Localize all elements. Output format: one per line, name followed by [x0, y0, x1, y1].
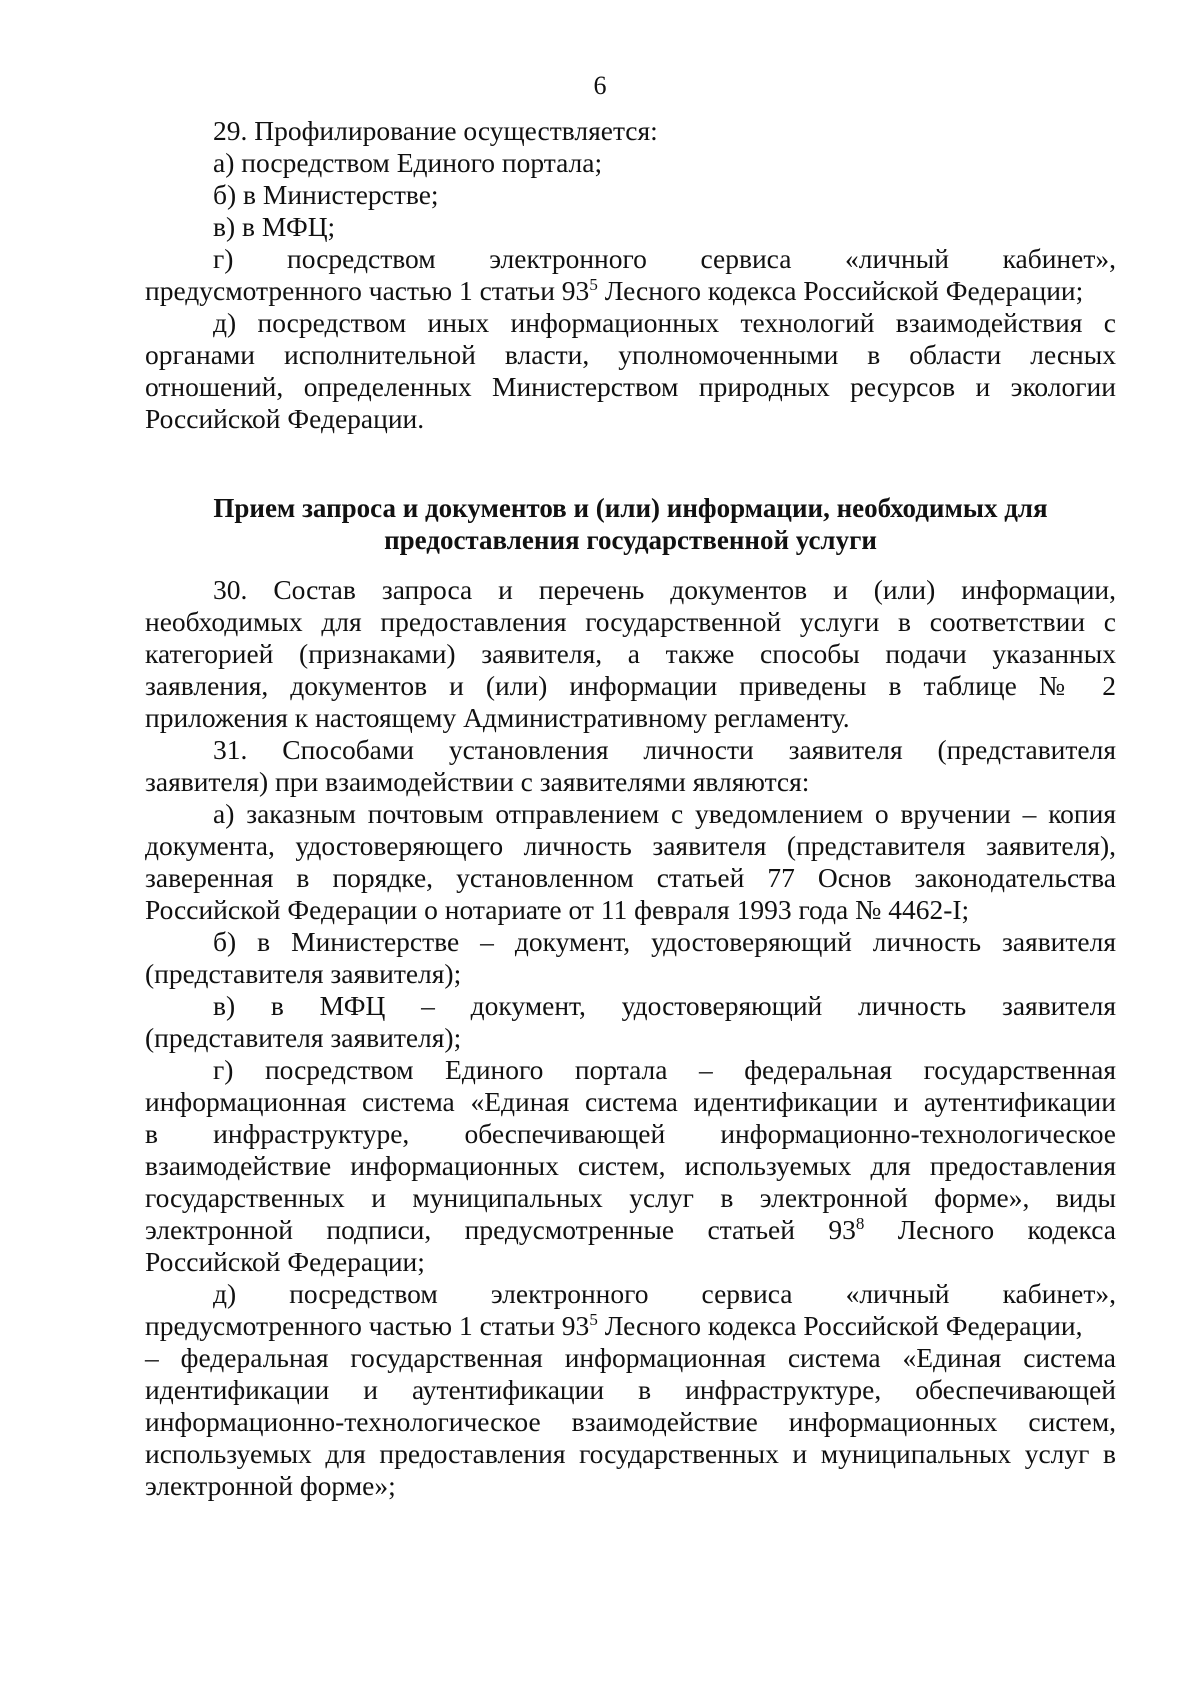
paragraph-29 [145, 115, 1116, 435]
text-line: приложения к настоящему Административному регламенту. [145, 702, 850, 733]
spacer [145, 556, 1116, 574]
text-line: б) в Министерстве; [213, 179, 439, 210]
paragraph-30 [145, 574, 1116, 734]
text-line [145, 275, 1116, 307]
heading-line: Прием запроса и документов и (или) информации, необходимых для [213, 493, 1048, 523]
text-line: а) посредством Единого портала; [213, 147, 603, 178]
text-line: б) в Министерстве – документ, удостоверяющий личность заявителя [213, 926, 1116, 957]
text-line: взаимодействие информационных систем, используемых для предоставления [145, 1150, 1116, 1181]
heading-line: предоставления государственной услуги [384, 525, 877, 555]
text-line: а) заказным почтовым отправлением с уведомлением о вручении – копия [213, 798, 1116, 829]
text-line: заверенная в порядке, установленном статьей 77 Основ законодательства [145, 862, 1116, 893]
page-number: 6 [593, 71, 607, 100]
superscript: 5 [589, 1310, 598, 1329]
superscript: 5 [589, 275, 598, 294]
text-line: информационная система «Единая система идентификации и аутентификации [145, 1086, 1116, 1117]
text-line: документа, удостоверяющего личность заявителя (представителя заявителя), [145, 830, 1116, 861]
text-line: необходимых для предоставления государственной услуги в соответствии с [145, 606, 1116, 637]
text-line: электронной форме»; [145, 1470, 396, 1501]
text-line: органами исполнительной власти, уполномоченными в области лесных [145, 339, 1116, 370]
text-line: используемых для предоставления государственных и муниципальных услуг в [145, 1438, 1116, 1469]
text-run: Лесного кодекса Российской Федерации, [597, 1310, 1083, 1341]
text-line: Российской Федерации. [145, 403, 425, 434]
text-line: 31. Способами установления личности заявителя (представителя [213, 734, 1116, 765]
text-line: государственных и муниципальных услуг в электронной форме», виды [145, 1182, 1116, 1213]
text-line: д) посредством электронного сервиса «личный кабинет», [213, 1278, 1116, 1309]
text-line: Российской Федерации о нотариате от 11 февраля 1993 года № 4462-I; [145, 894, 970, 925]
text-line: д) посредством иных информационных технологий взаимодействия с [213, 307, 1116, 338]
text-line: Российской Федерации; [145, 1246, 425, 1277]
text-line: – федеральная государственная информационная система «Единая система [145, 1342, 1116, 1373]
text-line: заявителя) при взаимодействии с заявителями являются: [145, 766, 810, 797]
text-line: отношений, определенных Министерством природных ресурсов и экологии [145, 371, 1116, 402]
section-heading [145, 492, 1116, 556]
text-run: предусмотренного частью 1 статьи 93 [145, 1310, 590, 1341]
spacer [145, 435, 1116, 492]
text-line: заявления, документов и (или) информации приведены в таблице № 2 [145, 670, 1116, 701]
text-line: информационно-технологическое взаимодействие информационных систем, [145, 1406, 1116, 1437]
text-run: электронной подписи, предусмотренные статьей 93 [145, 1214, 856, 1245]
text-run: Лесного кодекса Российской Федерации; [597, 275, 1084, 306]
text-line: идентификации и аутентификации в инфраструктуре, обеспечивающей [145, 1374, 1116, 1405]
paragraph-31 [145, 734, 1116, 1502]
text-line: в инфраструктуре, обеспечивающей информационно-технологическое [145, 1118, 1116, 1149]
text-line: 29. Профилирование осуществляется: [213, 115, 658, 146]
document-body [145, 115, 1116, 1502]
text-line: в) в МФЦ – документ, удостоверяющий личность заявителя [213, 990, 1116, 1021]
text-line: (представителя заявителя); [145, 1022, 462, 1053]
text-run: предусмотренного частью 1 статьи 93 [145, 275, 590, 306]
text-line [145, 1310, 1116, 1342]
text-run: Лесного кодекса [864, 1214, 1116, 1245]
text-line: г) посредством электронного сервиса «личный кабинет», [213, 243, 1116, 274]
superscript: 8 [855, 1214, 865, 1233]
text-line: г) посредством Единого портала – федеральная государственная [213, 1054, 1116, 1085]
text-line [145, 1214, 1116, 1246]
text-line: 30. Состав запроса и перечень документов и (или) информации, [213, 574, 1116, 605]
text-line: в) в МФЦ; [213, 211, 336, 242]
text-line: (представителя заявителя); [145, 958, 462, 989]
text-line: категорией (признаками) заявителя, а также способы подачи указанных [145, 638, 1116, 669]
